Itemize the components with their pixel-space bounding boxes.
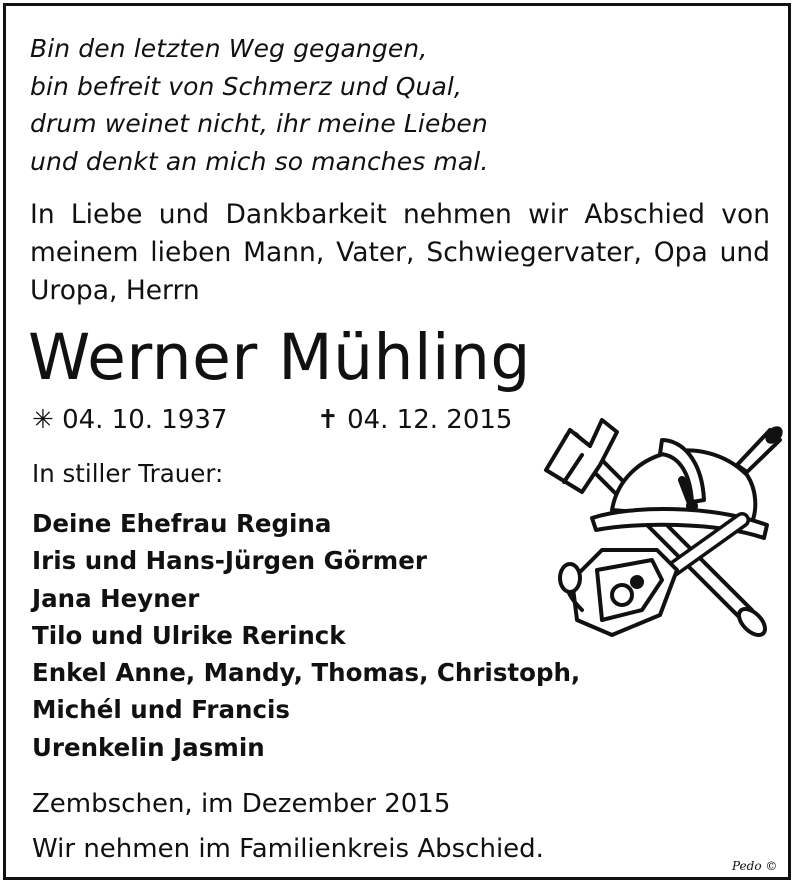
mourner-entry: Deine Ehefrau Regina [32, 509, 332, 538]
mourner-entry: Michél und Francis [32, 695, 290, 725]
memorial-poem [30, 30, 488, 180]
mourners-list [32, 505, 580, 766]
publisher-credit: Pedo © [732, 859, 778, 873]
death-date: ✝ 04. 12. 2015 [317, 405, 513, 435]
closing-note: Wir nehmen im Familienkreis Abschied. [32, 834, 544, 864]
intro-line: In Liebe und Dankbarkeit nehmen wir Abschied von [30, 199, 770, 230]
mourner-entry: Urenkelin Jasmin [32, 732, 265, 762]
mourner-entry: Tilo und Ulrike Rerinck [32, 620, 346, 650]
death-cross-icon: ✝ [317, 405, 339, 435]
poem-line: und denkt an mich so manches mal. [30, 146, 489, 176]
mourner-entry: Enkel Anne, Mandy, Thomas, Christoph, [32, 658, 581, 688]
birth-star-icon: ✳ [32, 405, 54, 435]
mourner-entry: Iris und Hans-Jürgen Görmer [32, 546, 427, 576]
poem-line: bin befreit von Schmerz und Qual, [30, 71, 462, 101]
intro-line: Uropa, Herrn [30, 275, 200, 306]
intro-line: meinem lieben Mann, Vater, Schwiegervater, Opa und [30, 237, 770, 268]
deceased-name: Werner Mühling [28, 321, 531, 394]
birth-date: ✳ 04. 10. 1937 [32, 405, 228, 435]
firefighter-helmet-axe-emblem-icon [542, 410, 792, 650]
place-and-date: Zembschen, im Dezember 2015 [32, 789, 451, 819]
poem-line: drum weinet nicht, ihr meine Lieben [30, 109, 488, 138]
mourning-heading: In stiller Trauer: [32, 459, 224, 488]
poem-line: Bin den letzten Weg gegangen, [30, 34, 428, 63]
farewell-intro [30, 196, 770, 310]
mourner-entry: Jana Heyner [32, 583, 200, 613]
